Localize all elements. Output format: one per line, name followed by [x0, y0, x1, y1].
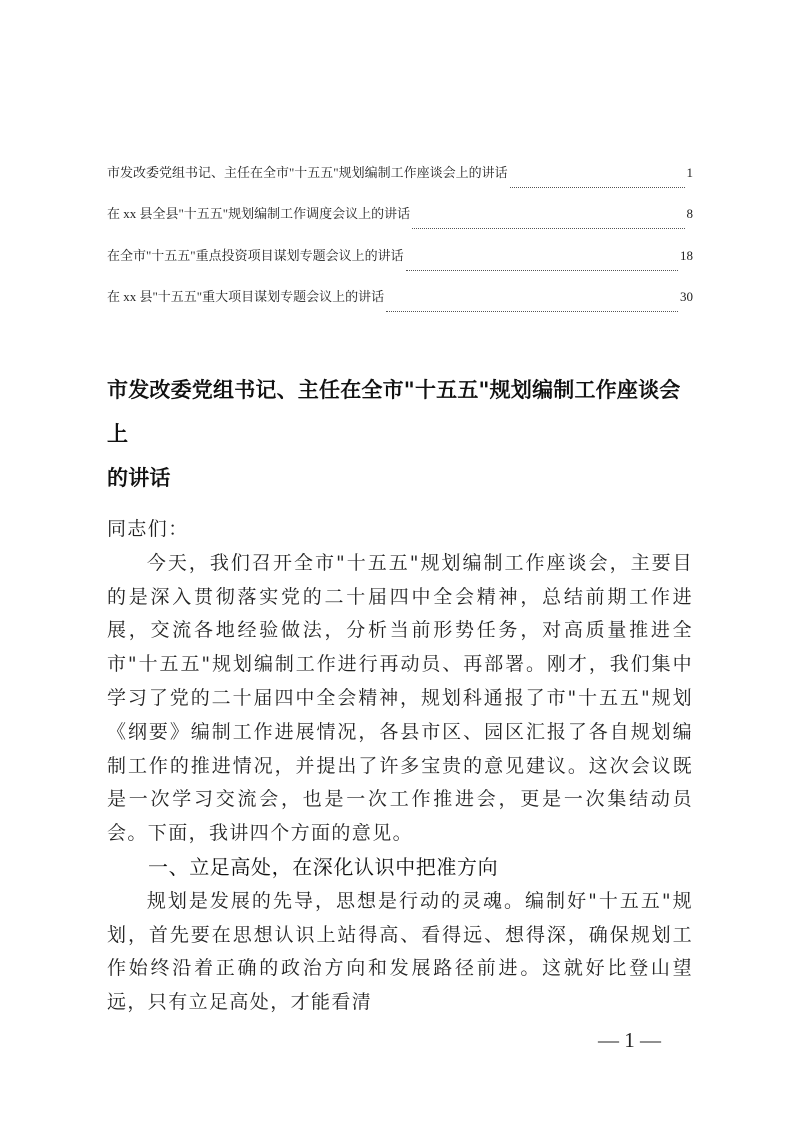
toc-entry-title[interactable]: 在全市"十五五"重点投资项目谋划专题会议上的讲话 [107, 247, 404, 263]
toc-entry[interactable] [107, 162, 693, 203]
page-number: — 1 — [598, 1028, 661, 1052]
table-of-contents [107, 162, 693, 327]
document-title [107, 368, 697, 500]
toc-entry-page[interactable]: 1 [686, 165, 693, 180]
body-paragraph: 规划是发展的先导，思想是行动的灵魂。编制好"十五五"规划，首先要在思想认识上站得高、看得远、想得深，确保规划工作始终沿着正确的政治方向和发展路径前进。这就好比登山望远，只有立足高处，才能看清 [107, 889, 693, 1014]
toc-entry[interactable] [107, 286, 693, 327]
toc-dot-leader [510, 187, 685, 188]
toc-dot-leader [386, 311, 678, 312]
toc-entry-page[interactable]: 18 [680, 247, 693, 263]
toc-entry-title[interactable]: 在 xx 县全县"十五五"规划编制工作调度会议上的讲话 [107, 206, 411, 222]
toc-entry-title[interactable]: 市发改委党组书记、主任在全市"十五五"规划编制工作座谈会上的讲话 [107, 165, 508, 180]
document-title-line2: 的讲话 [107, 466, 171, 490]
toc-entry[interactable] [107, 203, 693, 244]
toc-entry-page[interactable]: 30 [680, 288, 693, 304]
toc-entry-page[interactable]: 8 [686, 206, 693, 222]
toc-dot-leader [406, 270, 678, 271]
document-title-line1: 市发改委党组书记、主任在全市"十五五"规划编制工作座谈会上 [107, 378, 681, 446]
body-paragraph: 今天，我们召开全市"十五五"规划编制工作座谈会，主要目的是深入贯彻落实党的二十届四中全会精神，总结前期工作进展，交流各地经验做法，分析当前形势任务，对高质量推进全市"十五五"规划编制工作进行再动员、再部署。刚才，我们集中学习了党的二十届四中全会精神，规划科通报了市"十五五"规划《纲要》编制工作进展情况，各县市区、园区汇报了各自规划编制工作的推进情况，并提出了许多宝贵的意见建议。这次会议既是一次学习交流会，也是一次工作推进会，更是一次集结动员会。下面，我讲四个方面的意见。 [107, 551, 693, 845]
section-heading: 一、立足高处，在深化认识中把准方向 [148, 854, 499, 879]
toc-entry[interactable] [107, 245, 693, 286]
document-body [107, 513, 693, 1020]
toc-dot-leader [412, 228, 684, 229]
toc-entry-title[interactable]: 在 xx 县"十五五"重大项目谋划专题会议上的讲话 [107, 288, 385, 304]
salutation: 同志们： [107, 518, 189, 540]
